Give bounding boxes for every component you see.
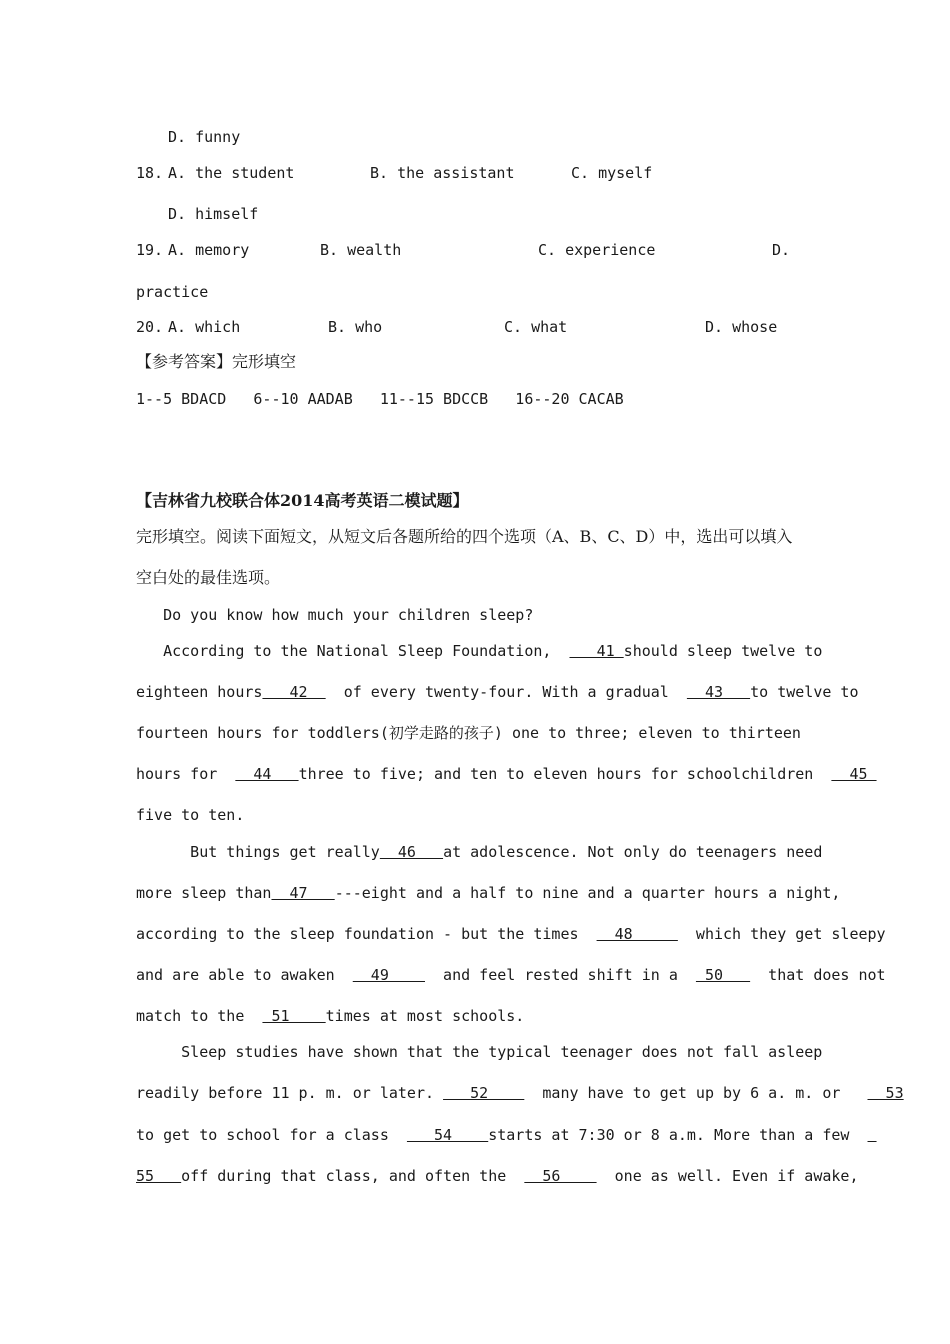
option-17-d: D. funny — [168, 128, 241, 146]
passage-line-11: match to the 51 times at most schools. — [136, 1007, 525, 1025]
option-18-c: C. myself — [571, 164, 653, 182]
option-19-c: C. experience — [538, 241, 656, 259]
blank-50[interactable]: 50 — [695, 966, 751, 984]
blank-54[interactable]: 54 — [406, 1126, 489, 1144]
option-19-b: B. wealth — [320, 241, 402, 259]
blank-41[interactable]: 41 — [569, 642, 624, 660]
option-18-b: B. the assistant — [370, 164, 515, 182]
passage-line-15: 55 off during that class, and often the 56 one as well. Even if awake, — [136, 1167, 859, 1185]
blank-49[interactable]: 49 — [352, 966, 425, 984]
blank-42[interactable]: 42 — [262, 683, 326, 701]
option-20-a: A. which — [168, 318, 241, 336]
blank-46[interactable]: 46 — [379, 843, 444, 861]
passage-line-5: hours for 44 three to five; and ten to eleven hours for schoolchildren 45 — [136, 765, 877, 783]
blank-56[interactable]: 56 — [524, 1167, 597, 1185]
blank-51[interactable]: 51 — [262, 1007, 326, 1025]
option-20-c: C. what — [504, 318, 568, 336]
passage-line-13: readily before 11 p. m. or later. 52 many have to get up by 6 a. m. or 53 — [136, 1084, 904, 1102]
instruction-line-2: 空白处的最佳选项。 — [136, 568, 281, 587]
passage-line-2: According to the National Sleep Foundation, 41 should sleep twelve to — [136, 642, 823, 660]
section-title: 【吉林省九校联合体2014高考英语二模试题】 — [136, 491, 469, 510]
option-19-d-text: practice — [136, 283, 209, 301]
option-19-d-letter: D. — [772, 241, 791, 259]
blank-44[interactable]: 44 — [235, 765, 299, 783]
question-18-number: 18. — [136, 164, 164, 182]
blank-45[interactable]: 45 — [831, 765, 877, 783]
option-20-d: D. whose — [705, 318, 778, 336]
passage-line-4: fourteen hours for toddlers(初学走路的孩子) one to three; eleven to thirteen — [136, 724, 801, 742]
blank-52[interactable]: 52 — [443, 1084, 525, 1102]
question-19-number: 19. — [136, 241, 164, 259]
passage-line-10: and are able to awaken 49 and feel rested shift in a 50 that does not — [136, 966, 886, 984]
answer-heading: 【参考答案】完形填空 — [136, 352, 297, 371]
answer-key: 1--5 BDACD 6--10 AADAB 11--15 BDCCB 16--20 CACAB — [136, 390, 624, 408]
option-18-d: D. himself — [168, 205, 259, 223]
blank-55[interactable]: 55 — [136, 1167, 182, 1185]
instruction-line-1: 完形填空。阅读下面短文，从短文后各题所给的四个选项（A、B、C、D）中，选出可以填入 — [136, 527, 793, 546]
question-20-number: 20. — [136, 318, 164, 336]
passage-line-8: more sleep than 47 ---eight and a half to nine and a quarter hours a night, — [136, 884, 841, 902]
blank-53[interactable]: 53 — [867, 1084, 904, 1102]
passage-line-3: eighteen hours 42 of every twenty-four. With a gradual 43 to twelve to — [136, 683, 859, 701]
option-19-a: A. memory — [168, 241, 250, 259]
passage-line-9: according to the sleep foundation - but the times 48 which they get sleepy — [136, 925, 886, 943]
option-18-a: A. the student — [168, 164, 295, 182]
passage-line-12: Sleep studies have shown that the typical teenager does not fall asleep — [136, 1043, 823, 1061]
blank-47[interactable]: 47 — [271, 884, 335, 902]
passage-line-1: Do you know how much your children sleep? — [136, 606, 534, 624]
passage-line-6: five to ten. — [136, 806, 245, 824]
passage-line-7: But things get really 46 at adolescence. Not only do teenagers need — [136, 843, 823, 861]
option-20-b: B. who — [328, 318, 383, 336]
passage-line-14: to get to school for a class 54 starts at 7:30 or 8 a.m. More than a few — [136, 1126, 868, 1144]
blank-48[interactable]: 48 — [596, 925, 678, 943]
blank-43[interactable]: 43 — [686, 683, 751, 701]
